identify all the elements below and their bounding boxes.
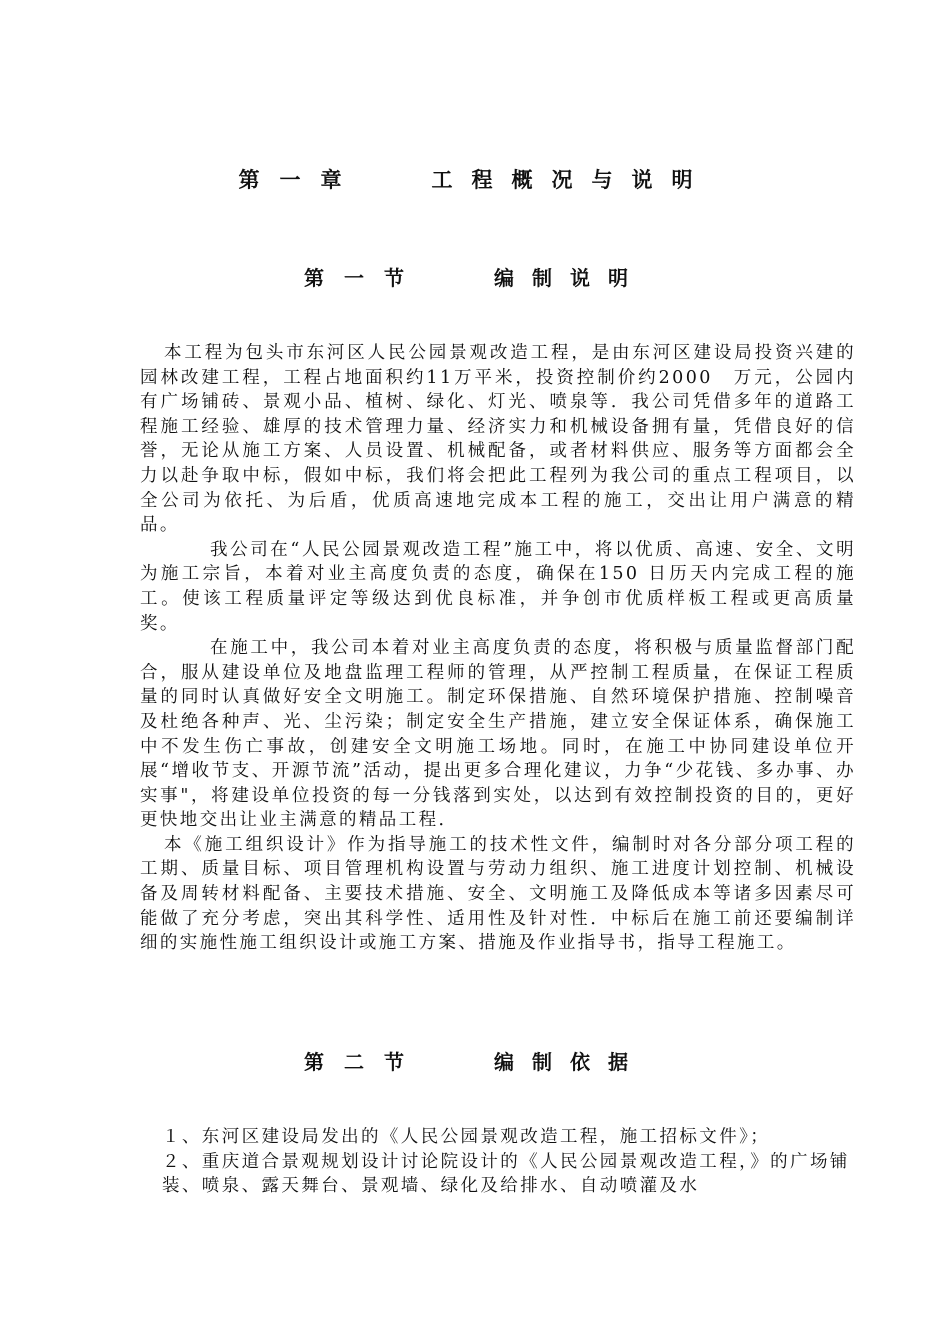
section-title: 编制依据 [494, 1050, 646, 1074]
chapter-number: 第一章 [238, 167, 362, 192]
paragraph: 本《施工组织设计》作为指导施工的技术性文件，编制时对各分部分项工程的工期、质量目标、项目管理机构设置与劳动力组织、施工进度计划控制、机械设备及周转材料配备、主要技术措施、安全、文明施工及降低成本等诸多因素尽可能做了充分考虑，突出其科学性、适用性及针对性．中标后在施工前还要编制详细的实施性施工组织设计或施工方案、措施及作业指导书，指导工程施工。 [140, 834, 856, 954]
basis-list [162, 1125, 856, 1199]
section-number: 第一节 [304, 266, 424, 290]
paragraph: 本工程为包头市东河区人民公园景观改造工程，是由东河区建设局投资兴建的园林改建工程，工程占地面积约11万平米，投资控制价约2000 万元，公园内有广场铺砖、景观小品、植树、绿化、灯光、喷泉等．我公司凭借多年的道路工程施工经验、雄厚的技术管理力量、经济实力和机械设备拥有量，凭借良好的信誉，无论从施工方案、人员设置、机械配备，或者材料供应、服务等方面都会全力以赴争取中标，假如中标，我们将会把此工程列为我公司的重点工程项目，以全公司为依托、为后盾，优质高速地完成本工程的施工，交出让用户满意的精品。 [140, 343, 856, 536]
section-body [140, 341, 856, 956]
list-item: １、东河区建设局发出的《人民公园景观改造工程，施工招标文件》； [162, 1127, 771, 1147]
paragraph: 在施工中，我公司本着对业主高度负责的态度，将积极与质量监督部门配合，服从建设单位及地盘监理工程师的管理，从严控制工程质量，在保证工程质量的同时认真做好安全文明施工。制定环保措施、自然环境保护措施、控制噪音及杜绝各种声、光、尘污染；制定安全生产措施，建立安全保证体系，确保施工中不发生伤亡事故，创建安全文明施工场地。同时，在施工中协同建设单位开展“增收节支、开源节流”活动，提出更多合理化建议，力争“少花钱、多办事、办实事"，将建设单位投资的每一分钱落到实处，以达到有效控制投资的目的，更好更快地交出让业主满意的精品工程． [140, 638, 856, 831]
section-heading-1 [0, 262, 950, 291]
section-number: 第二节 [304, 1050, 424, 1074]
section-title: 编制说明 [494, 266, 646, 290]
paragraph: 我公司在“人民公园景观改造工程”施工中，将以优质、高速、安全、文明为施工宗旨，本着对业主高度负责的态度，确保在150 日历天内完成工程的施工。使该工程质量评定等级达到优良标准，并争创市优质样板工程或更高质量奖。 [140, 539, 856, 634]
section-heading-2 [0, 1046, 950, 1075]
list-item: ２、重庆道合景观规划设计讨论院设计的《人民公园景观改造工程，》的广场铺装、喷泉、露天舞台、景观墙、绿化及给排水、自动喷灌及水 [162, 1151, 850, 1197]
chapter-title: 工程概况与说明 [431, 167, 712, 192]
chapter-heading [0, 164, 950, 194]
